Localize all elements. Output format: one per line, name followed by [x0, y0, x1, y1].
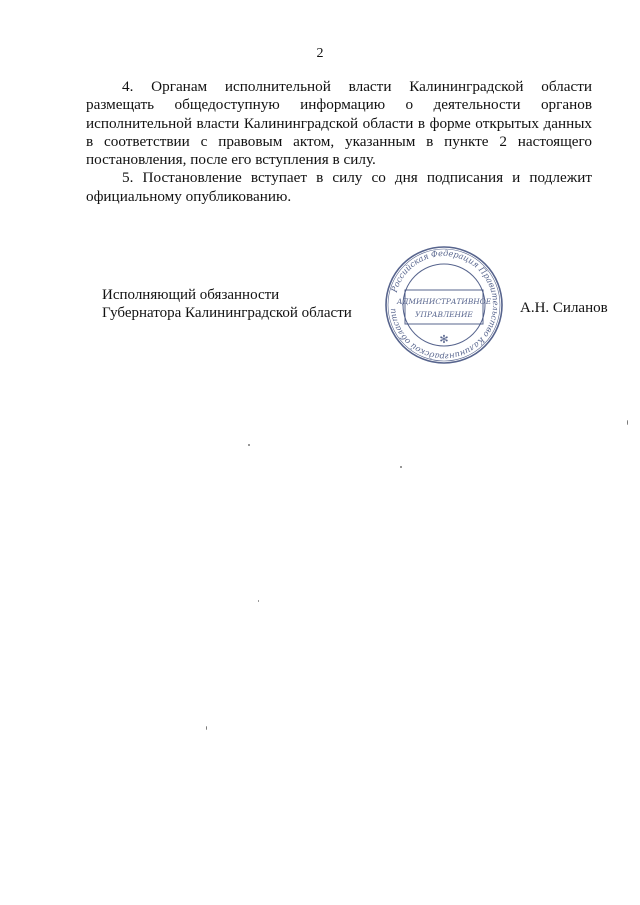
- signatory-position: [102, 286, 352, 322]
- scan-speck: [258, 600, 259, 602]
- scan-speck: [400, 466, 402, 468]
- document-body: [86, 78, 592, 206]
- page-number: 2: [316, 46, 324, 61]
- seal-star-icon: ✻: [439, 333, 449, 346]
- scan-speck: [627, 420, 628, 425]
- official-seal-stamp: [383, 244, 505, 366]
- scan-speck: [206, 726, 207, 730]
- paragraph-4: 4. Органам исполнительной власти Калининградской области размещать общедоступную информацию о деятельности органов исполнительной власти Калининградской области в форме открытых данных в соответствии с правовым актом, указанным в пункте 2 настоящего постановления, после его вступления в силу.: [86, 78, 592, 169]
- paragraph-5: 5. Постановление вступает в силу со дня подписания и подлежит официальному опубликованию.: [86, 169, 592, 205]
- signatory-position-line1: Исполняющий обязанности: [102, 287, 280, 303]
- signer-name: А.Н. Силанов: [520, 300, 608, 316]
- seal-ring-text: Российская Федерация Правительство Калининградской области: [387, 247, 502, 363]
- seal-center-box: [396, 290, 492, 324]
- seal-center-line1: АДМИНИСТРАТИВНОЕ: [396, 297, 492, 306]
- seal-center-line2: УПРАВЛЕНИЕ: [415, 310, 473, 319]
- seal-graphic: [383, 244, 505, 366]
- signatory-position-line2: Губернатора Калининградской области: [102, 305, 352, 321]
- scan-speck: [248, 444, 250, 446]
